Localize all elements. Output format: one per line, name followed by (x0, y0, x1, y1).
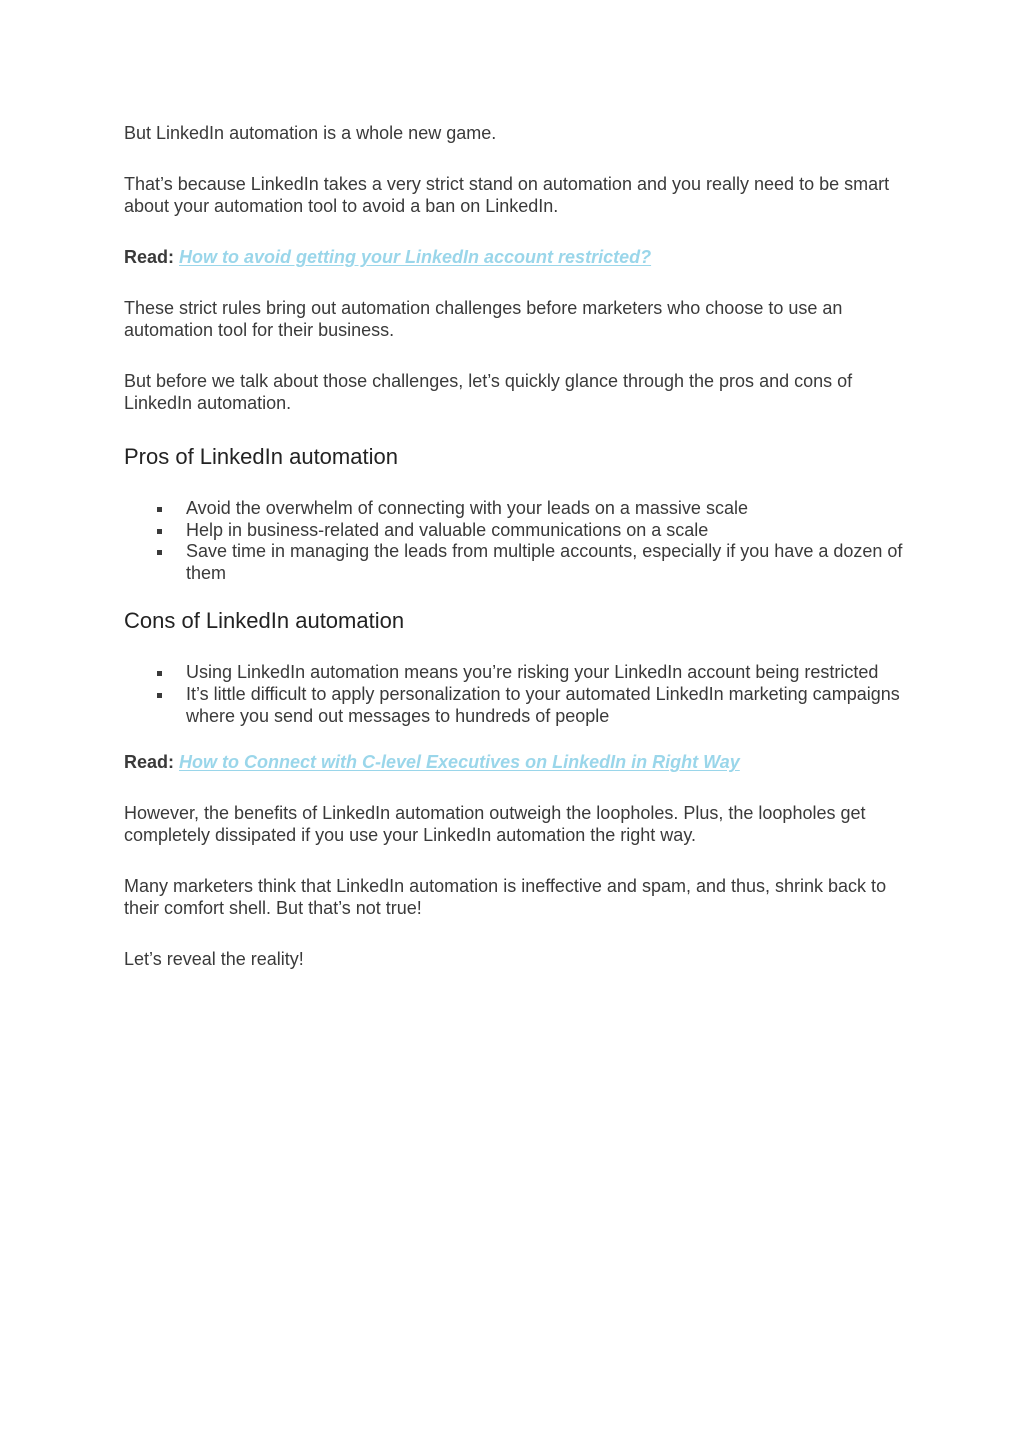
read-more-line-2 (124, 751, 904, 773)
read-label: Read: (124, 247, 175, 267)
read-more-line-1 (124, 246, 904, 268)
cons-list (124, 662, 904, 727)
intro-paragraph-1: But LinkedIn automation is a whole new game. (124, 123, 497, 143)
list-item-text: It’s little difficult to apply personalization to your automated LinkedIn marketing campaigns where you send out messages to hundreds of people (186, 683, 900, 726)
square-bullet-icon (157, 550, 162, 555)
list-item-text: Save time in managing the leads from multiple accounts, especially if you have a dozen of them (186, 541, 903, 583)
intro-paragraph-2: That’s because LinkedIn takes a very strict stand on automation and you really need to be smart about your automation tool to avoid a ban on LinkedIn. (124, 174, 890, 216)
list-item (186, 662, 904, 684)
paragraph-pros-cons-intro: But before we talk about those challenges, let’s quickly glance through the pros and cons of LinkedIn automation. (124, 371, 853, 413)
list-item (186, 684, 904, 727)
paragraph-marketers: Many marketers think that LinkedIn automation is ineffective and spam, and thus, shrink back to their comfort shell. But that’s not true! (124, 876, 887, 919)
square-bullet-icon (157, 529, 162, 534)
list-item-text: Help in business-related and valuable communications on a scale (186, 519, 709, 540)
read-more-link-restricted[interactable]: How to avoid getting your LinkedIn account restricted? (179, 247, 652, 267)
square-bullet-icon (157, 693, 162, 698)
square-bullet-icon (157, 507, 162, 512)
list-item (186, 520, 904, 542)
list-item (186, 498, 904, 520)
pros-list (124, 498, 904, 584)
paragraph-reveal: Let’s reveal the reality! (124, 949, 304, 970)
pros-heading: Pros of LinkedIn automation (124, 444, 398, 469)
square-bullet-icon (157, 671, 162, 676)
paragraph-challenges: These strict rules bring out automation challenges before marketers who choose to use an automation tool for their business. (124, 298, 843, 340)
list-item-text: Avoid the overwhelm of connecting with your leads on a massive scale (186, 498, 748, 518)
list-item (186, 541, 904, 584)
cons-heading: Cons of LinkedIn automation (124, 608, 405, 634)
paragraph-benefits: However, the benefits of LinkedIn automation outweigh the loopholes. Plus, the loopholes get completely dissipated if you use your LinkedIn automation the right way. (124, 803, 866, 846)
read-more-link-c-level[interactable]: How to Connect with C-level Executives on LinkedIn in Right Way (179, 752, 740, 773)
document-page (124, 122, 904, 970)
read-label: Read: (124, 752, 175, 773)
list-item-text: Using LinkedIn automation means you’re risking your LinkedIn account being restricted (186, 662, 879, 683)
